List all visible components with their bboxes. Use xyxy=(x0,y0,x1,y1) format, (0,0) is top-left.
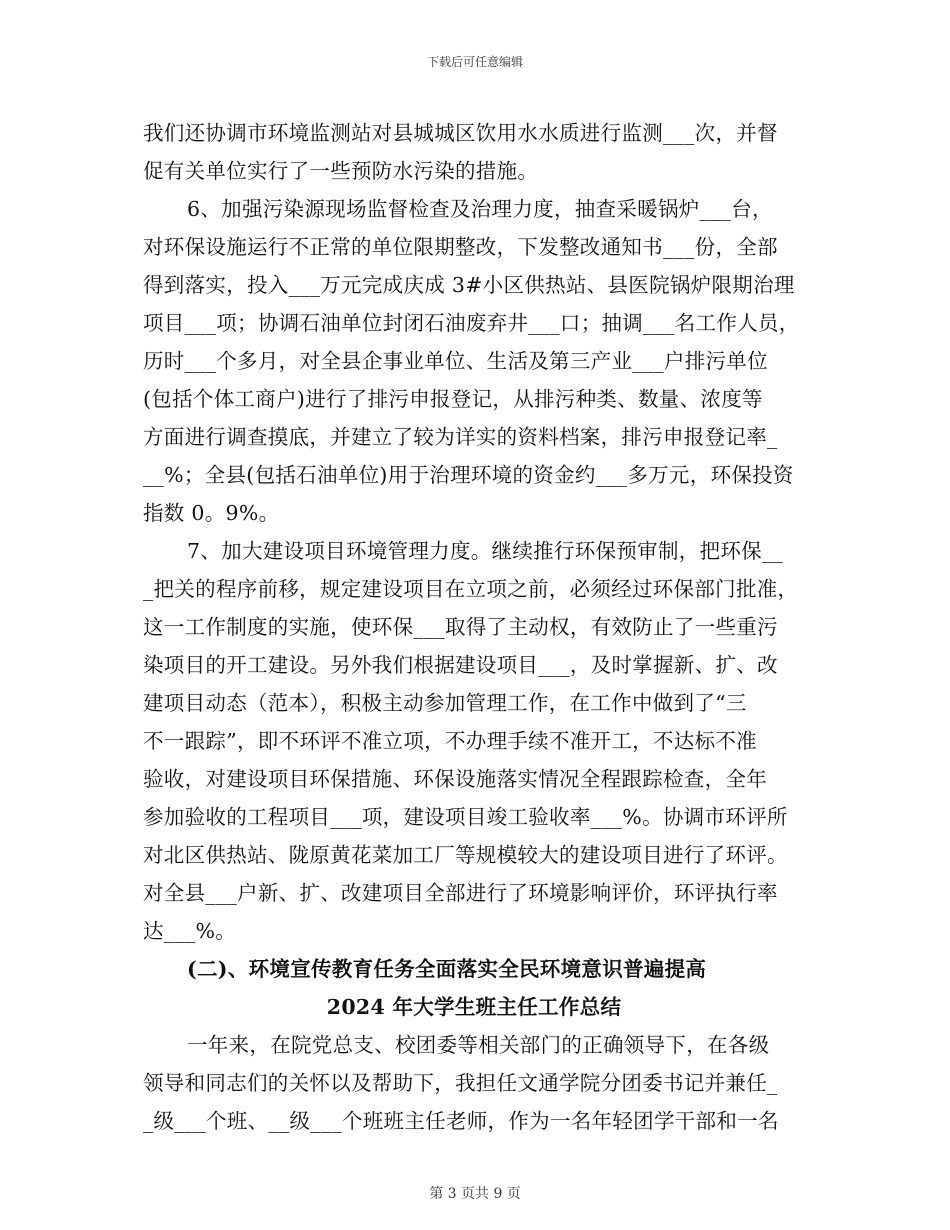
text-line: 对北区供热站、陇原黄花菜加工厂等规模较大的建设项目进行了环评。 xyxy=(143,843,788,867)
text-line: 这一工作制度的实施，使环保___取得了主动权，有效防止了一些重污 xyxy=(143,615,778,639)
text-line: 促有关单位实行了一些预防水污染的措施。 xyxy=(143,159,539,183)
text-line: __%；全县(包括石油单位)用于治理环境的资金约___多万元，环保投资 xyxy=(143,463,794,487)
text-line: 我们还协调市环境监测站对县城城区饮用水水质进行监测___次，并督 xyxy=(143,121,778,145)
text-line: (包括个体工商户)进行了排污申报登记，从排污种类、数量、浓度等 xyxy=(143,387,763,411)
page-footer: 第 3 页共 9 页 xyxy=(429,1186,521,1202)
text-line: 项目___项；协调石油单位封闭石油废弃井___口；抽调___名工作人员， xyxy=(143,311,800,335)
text-line: _把关的程序前移，规定建设项目在立项之前，必须经过环保部门批准， xyxy=(143,577,799,601)
text-line: 染项目的开工建设。另外我们根据建设项目___，及时掌握新、扩、改 xyxy=(143,653,778,677)
text-line: _级___个班、__级___个班班主任老师，作为一名年轻团学干部和一名 xyxy=(143,1109,779,1133)
text-line: 不一跟踪”，即不环评不准立项，不办理手续不准开工，不达标不准 xyxy=(143,729,757,753)
paragraph-start: 7、加大建设项目环境管理力度。继续推行环保预审制，把环保__ xyxy=(187,539,784,563)
text-line: 建项目动态（范本），积极主动参加管理工作，在工作中做到了“三 xyxy=(143,691,747,715)
page-header: 下载后可任意编辑 xyxy=(426,55,523,69)
text-line: 得到落实，投入___万元完成庆成 3#小区供热站、县医院锅炉限期治理 xyxy=(143,273,795,297)
text-line: 对全县___户新、扩、改建项目全部进行了环境影响评价，环评执行率 xyxy=(143,881,778,905)
paragraph-start: 6、加强污染源现场监督检查及治理力度，抽查采暖锅炉___台， xyxy=(187,197,773,221)
text-line: 达___%。 xyxy=(143,919,237,943)
section-heading: (二)、环境宣传教育任务全面落实全民环境意识普遍提高 xyxy=(187,957,707,981)
paragraph-start: 一年来，在院党总支、校团委等相关部门的正确领导下，在各级 xyxy=(187,1033,770,1057)
document-title: 2024 年大学生班主任工作总结 xyxy=(326,995,622,1019)
text-line: 参加验收的工程项目___项，建设项目竣工验收率___%。协调市环评所 xyxy=(143,805,788,829)
text-line: 指数 0。9%。 xyxy=(143,501,280,525)
text-line: 验收，对建设项目环保措施、环保设施落实情况全程跟踪检查，全年 xyxy=(143,767,767,791)
text-line: 对环保设施运行不正常的单位限期整改，下发整改通知书___份，全部 xyxy=(143,235,778,259)
text-line: 方面进行调查摸底，并建立了较为详实的资料档案，排污申报登记率_ xyxy=(143,425,778,449)
document-body xyxy=(143,114,805,1140)
text-line: 历时___个多月，对全县企事业单位、生活及第三产业___户排污单位 xyxy=(143,349,768,373)
text-line: 领导和同志们的关怀以及帮助下，我担任文通学院分团委书记并兼任_ xyxy=(143,1071,778,1095)
